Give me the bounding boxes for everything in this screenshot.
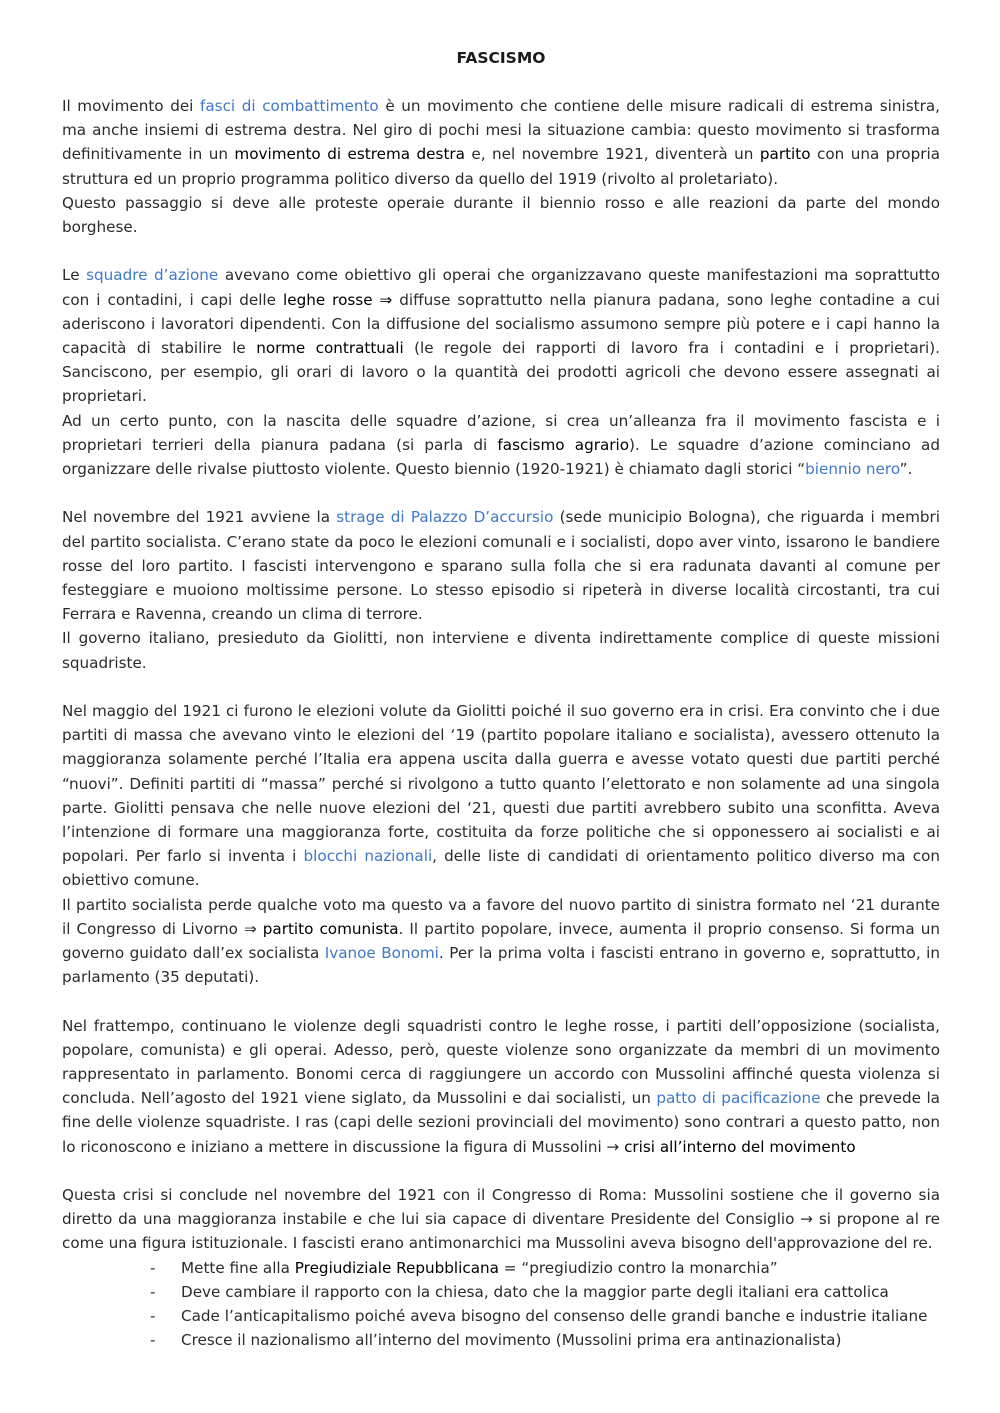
highlight-squadre-azione: squadre d’azione [86,266,219,285]
list-item [150,1280,940,1304]
dash-bullet: - [150,1307,156,1326]
emphasis-fascismo-agrario: fascismo agrario [497,435,630,454]
highlight-fasci-di-combattimento: fasci di combattimento [200,97,379,115]
text: (sede municipio Bologna), che riguarda i membri del partito socialista. C’erano state da poco le elezioni comunali e i socialisti, dopo aver vinto, issarono le bandiere rosse del loro partito. I fascisti intervengono e sparano sulla folla che si era radunata davanti al comune per festeggiare e muoiono moltissime persone. Lo stesso episodio si ripeterà in diverse località circostanti, tra cui Ferrara e Ravenna, creando un clima di terrore. [62,508,940,624]
text: Cade l’anticapitalismo poiché aveva bisogno del consenso delle grandi banche e industrie italiane [181,1307,928,1326]
text: avevano come obiettivo gli operai che organizzavano queste manifestazioni ma soprattutto con i contadini, i capi delle [62,266,941,309]
paragraph-alleanza [62,409,940,482]
text: che prevede la fine delle violenze squadriste. I ras (capi delle sezioni provinciali del movimento) sono contrari a questo patto, non lo riconoscono e iniziano a mettere in discussione la figura di Mussolini → [62,1089,940,1156]
text: è un movimento che contiene delle misure radicali di estrema sinistra, ma anche insiemi di estrema destra. Nel giro di pochi mesi la situazione cambia: questo movimento si trasforma definitivamente in un [62,97,940,164]
paragraph-governo: Il governo italiano, presieduto da Giolitti, non interviene e diventa indirettamente complice di queste missioni squadriste. [62,629,940,672]
paragraph-gap [62,239,940,263]
paragraph-squadre [62,263,940,408]
list-item [150,1256,940,1280]
text: Deve cambiare il rapporto con la chiesa, dato che la maggior parte degli italiani era cattolica [181,1282,889,1301]
text: ”. [899,460,913,479]
emphasis-pregiudiziale-repubblicana: Pregiudiziale Repubblicana [294,1258,499,1277]
paragraph-passaggio: Questo passaggio si deve alle proteste operaie durante il biennio rosso e alle reazioni da parte del mondo borghese. [62,193,940,237]
text: Le [62,266,87,285]
paragraph-gap [62,1159,940,1183]
text: . Per la prima volta i fascisti entrano in governo e, soprattutto, in parlamento (35 deputati). [62,944,941,987]
paragraph-strage [62,505,940,626]
paragraph-gap [62,989,940,1013]
text: Ad un certo punto, con la nascita delle squadre d’azione, si crea un’alleanza fra il movimento fascista e i proprietari terrieri della pianura padana (si parla di [62,411,940,454]
text: ). Le squadre d’azione cominciano ad organizzare delle rivalse piuttosto violente. Questo biennio (1920-1921) è chiamato dagli storici “ [62,435,941,479]
text: Cresce il nazionalismo all’interno del movimento (Mussolini prima era antinazionalista) [181,1331,842,1350]
emphasis-crisi-movimento: crisi all’interno del movimento [624,1137,856,1156]
dash-bullet: - [150,1258,156,1277]
paragraph-gap [62,481,940,505]
emphasis-norme-contrattuali: norme contrattuali [256,339,404,358]
emphasis-movimento-estrema-destra: movimento di estrema destra [234,145,465,164]
paragraph-violenze [62,1014,940,1159]
page-title: FASCISMO [456,49,546,67]
highlight-biennio-nero: biennio nero [805,460,900,479]
paragraph-congresso-roma: Questa crisi si conclude nel novembre del 1921 con il Congresso di Roma: Mussolini sostiene che il governo sia diretto da una maggioranza instabile e che lui sia capace di diventare Presidente del Consiglio → si propone al re come una figura istituzionale. I fascisti erano antimonarchici ma Mussolini aveva bisogno dell'approvazione del re. [62,1186,940,1253]
text: (le regole dei rapporti di lavoro fra i contadini e i proprietari). Sanciscono, per esempio, gli orari di lavoro o la quantità dei prodotti agricoli che devono essere assegnati ai proprietari. [62,339,940,406]
text: . Il partito popolare, invece, aumenta il proprio consenso. Si forma un governo guidato dall’ex socialista [62,919,940,963]
highlight-strage-palazzo: strage di Palazzo D’accursio [336,508,554,527]
text: e, nel novembre 1921, diventerà un [464,145,760,164]
text: Nel novembre del 1921 avviene la [62,508,337,527]
text: Nel maggio del 1921 ci furono le elezioni volute da Giolitti poiché il suo governo era in crisi. Era convinto che i due partiti di massa che avevano vinto le elezioni del ‘19 (partito popolare italiano e socialista), avessero ottenuto la maggioranza solamente perché l’Italia era appena uscita dalla guerra e avesse votato questi due partiti perché “nuovi”. Definiti partiti di “massa” perché si rivolgono a tutto quanto l’elettorato e non solamente ad una singola parte. Giolitti pensava che nelle nuove elezioni del ‘21, questi due partiti avrebbero subito una sconfitta. Aveva l’intenzione di formare una maggioranza forte, costituita da forze politiche che si opponessero ai socialisti e ai popolari. Per farlo si inventa i [62,702,940,866]
bullet-list [62,1256,940,1353]
text: , delle liste di candidati di orientamento politico diverso ma con obiettivo comune. [62,847,940,890]
dash-bullet: - [150,1331,156,1350]
text: = “pregiudizio contro la monarchia” [498,1258,778,1277]
list-item [150,1328,940,1352]
paragraph-fasci [62,94,940,191]
text: Il movimento dei [62,97,200,115]
paragraph-gap [62,675,940,699]
highlight-ivanoe-bonomi: Ivanoe Bonomi [324,944,439,963]
text: Mette fine alla [181,1258,295,1277]
text: diffuse soprattutto nella pianura padana, sono leghe contadine a cui aderiscono i lavoratori dipendenti. Con la diffusione del socialismo assumono sempre più potere e i capi hanno la capacità di stabilire le [62,290,940,358]
list-item [150,1304,940,1328]
emphasis-partito-comunista: partito comunista [262,919,399,938]
text: Nel frattempo, continuano le violenze degli squadristi contro le leghe rosse, i partiti dell’opposizione (socialista, popolare, comunista) e gli operai. Adesso, però, queste violenze sono organizzate da membri di un movimento rappresentato in parlamento. Bonomi cerca di raggiungere un accordo con Mussolini affinché questa violenza si concluda. Nell’agosto del 1921 viene siglato, da Mussolini e dai socialisti, un [62,1016,940,1108]
text: Il partito socialista perde qualche voto ma questo va a favore del nuovo partito di sinistra formato nel ‘21 durante il Congresso di Livorno ⇒ [62,895,940,938]
paragraph-partito-socialista [62,893,940,990]
emphasis-leghe-rosse: leghe rosse ⇒ [283,290,393,309]
emphasis-partito: partito [759,145,811,164]
paragraph-elezioni [62,699,940,893]
highlight-blocchi-nazionali: blocchi nazionali [303,847,433,866]
document-page [62,46,940,1352]
text: con una propria struttura ed un proprio programma politico diverso da quello del 1919 (rivolto al proletariato). [62,145,941,188]
highlight-patto-pacificazione: patto di pacificazione [656,1089,821,1108]
dash-bullet: - [150,1282,156,1301]
